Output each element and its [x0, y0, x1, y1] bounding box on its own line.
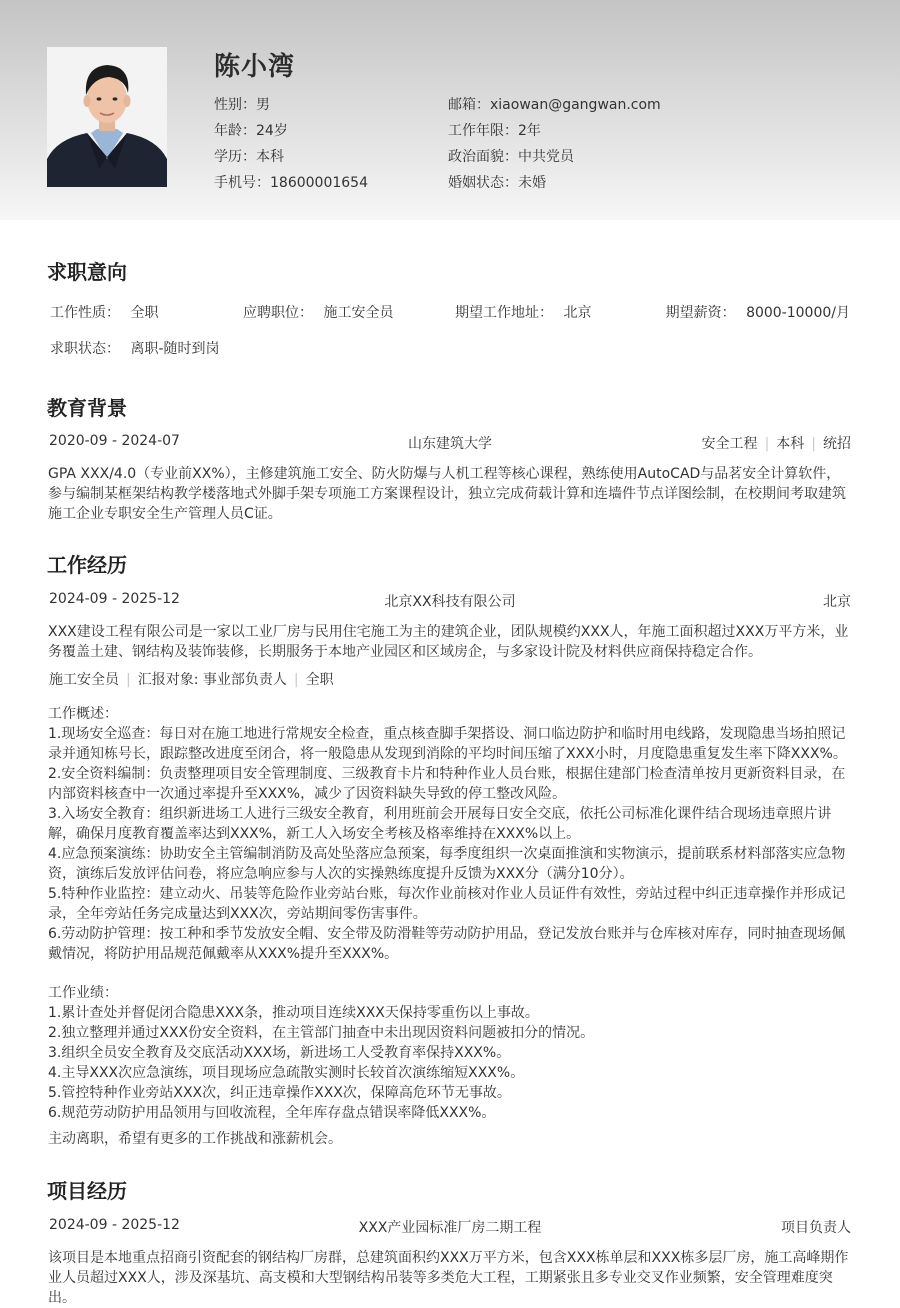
candidate-name: 陈小湾 — [214, 52, 296, 82]
education-major: 安全工程 — [701, 436, 758, 452]
section-title-education: 教育背景 — [47, 396, 127, 420]
avatar-portrait — [47, 47, 167, 187]
intent-salary — [666, 302, 850, 322]
overview-item: 3.入场安全教育：组织新进场工人进行三级安全教育，利用班前会开展每日安全交底，依托公司标准化课件结合现场违章照片讲解，确保月度教育覆盖率达到XXX%，新工人入场安全考核及格率维持在XXX%以上。 — [48, 806, 832, 842]
separator: | — [811, 436, 816, 452]
achievement-item: 4.主导XXX次应急演练，项目现场应急疏散实测时长较首次演练缩短XXX%。 — [48, 1065, 525, 1081]
project-role: 项目负责人 — [781, 1220, 851, 1236]
work-job-type: 全职 — [305, 672, 334, 688]
separator: | — [126, 672, 131, 688]
work-role: 施工安全员 — [49, 672, 119, 688]
achievement-item: 5.管控特种作业旁站XXX次，纠正违章操作XXX次，保障高危环节无事故。 — [48, 1085, 511, 1101]
intent-location — [455, 302, 591, 322]
intent-position-label: 应聘职位： — [243, 305, 313, 321]
political-status: 政治面貌：中共党员 — [448, 149, 574, 165]
education-degree: 本科 — [776, 436, 805, 452]
overview-item: 5.特种作业监控：建立动火、吊装等危险作业旁站台账，每次作业前核对作业人员证件有效性，旁站过程中纠正违章操作并形成记录，全年旁站任务完成量达到XXX次，旁站期间零伤害事件。 — [48, 886, 846, 922]
intent-status-label: 求职状态： — [50, 341, 120, 357]
work-meta — [49, 669, 334, 689]
intent-type — [50, 302, 158, 322]
achievement-item: 6.规范劳动防护用品领用与回收流程，全年库存盘点错误率降低XXX%。 — [48, 1105, 496, 1121]
achievement-item: 1.累计查处并督促闭合隐患XXX条，推动项目连续XXX天保持零重伤以上事故。 — [48, 1005, 539, 1021]
education-period: 2020-09 - 2024-07 — [49, 433, 180, 449]
intent-type-value: 全职 — [130, 305, 159, 321]
email: 邮箱：xiaowan@gangwan.com — [448, 97, 661, 113]
overview-item: 2.安全资料编制：负责整理项目安全管理制度、三级教育卡片和特种作业人员台账，根据住建部门检查清单按月更新资料目录，在内部资料核查中一次通过率提升至XXX%，减少了因资料缺失导致的停工整改风险。 — [48, 766, 846, 802]
project-period: 2024-09 - 2025-12 — [49, 1217, 180, 1233]
section-title-work: 工作经历 — [47, 553, 127, 577]
education-school: 山东建筑大学 — [408, 436, 492, 452]
education-level: 学历：本科 — [214, 149, 284, 165]
section-title-intent: 求职意向 — [47, 260, 127, 284]
intent-location-value: 北京 — [563, 305, 592, 321]
separator: | — [764, 436, 770, 452]
separator: | — [293, 672, 299, 688]
intent-position — [243, 302, 393, 322]
marital-status: 婚姻状态：未婚 — [448, 175, 546, 191]
overview-label: 工作概述： — [48, 706, 118, 722]
work-city: 北京 — [823, 594, 851, 610]
work-overview — [48, 704, 854, 964]
work-period: 2024-09 - 2025-12 — [49, 591, 180, 607]
gender: 性别：男 — [214, 97, 270, 113]
section-title-project: 项目经历 — [47, 1179, 127, 1203]
work-company: 北京XX科技有限公司 — [384, 594, 516, 610]
intent-type-label: 工作性质： — [50, 305, 120, 321]
achievement-item: 3.组织全员安全教育及交底活动XXX场，新进场工人受教育率保持XXX%。 — [48, 1045, 511, 1061]
age: 年龄：24岁 — [214, 123, 288, 139]
achievements-label: 工作业绩： — [48, 985, 118, 1001]
overview-item: 6.劳动防护管理：按工种和季节发放安全帽、安全带及防滑鞋等劳动防护用品，登记发放台账并与仓库核对库存，同时抽查现场佩戴情况，将防护用品规范佩戴率从XXX%提升至XXX%。 — [48, 926, 846, 962]
work-achievements — [48, 983, 854, 1123]
intent-status — [50, 338, 220, 358]
project-name: XXX产业园标准厂房二期工程 — [358, 1220, 542, 1236]
company-description: XXX建设工程有限公司是一家以工业厂房与民用住宅施工为主的建筑企业，团队规模约XXX人，年施工面积超过XXX万平方米，业务覆盖土建、钢结构及装饰装修，长期服务于本地产业园区和区域房企，与多家设计院及材料供应商保持稳定合作。 — [48, 624, 849, 660]
leave-reason: 主动离职，希望有更多的工作挑战和涨薪机会。 — [48, 1131, 342, 1147]
work-years: 工作年限：2年 — [448, 123, 541, 139]
education-description: GPA XXX/4.0（专业前XX%），主修建筑施工安全、防火防爆与人机工程等核心课程，熟练使用AutoCAD与品茗安全计算软件，参与编制某框架结构教学楼落地式外脚手架专项施工方案课程设计，独立完成荷载计算和连墙件节点详图绘制，在校期间考取建筑施工企业专职安全生产管理人员C证。 — [48, 466, 846, 522]
project-description: 该项目是本地重点招商引资配套的钢结构厂房群，总建筑面积约XXX万平方米，包含XXX栋单层和XXX栋多层厂房，施工高峰期作业人员超过XXX人，涉及深基坑、高支模和大型钢结构吊装等多类危大工程，工期紧张且多专业交叉作业频繁，安全管理难度突出。 — [48, 1250, 849, 1306]
profile-photo — [47, 47, 167, 187]
education-meta — [702, 433, 851, 453]
overview-item: 1.现场安全巡查：每日对在施工地进行常规安全检查，重点核查脚手架搭设、洞口临边防护和临时用电线路，发现隐患当场拍照记录并通知栋号长，跟踪整改进度至闭合，将一般隐患从发现到消除的平均时间压缩了XXX小时，月度隐患重复发生率下降XXX%。 — [48, 726, 847, 762]
work-report: 汇报对象: 事业部负责人 — [137, 672, 287, 688]
overview-item: 4.应急预案演练：协助安全主管编制消防及高处坠落应急预案，每季度组织一次桌面推演和实物演示，提前联系材料部落实应急物资，演练后发放评估问卷，将应急响应参与人次的实操熟练度提升反馈为XXX分（满分10分）。 — [48, 846, 846, 882]
intent-salary-value: 8000-10000/月 — [746, 305, 850, 321]
phone: 手机号：18600001654 — [214, 175, 368, 191]
intent-position-value: 施工安全员 — [323, 305, 394, 321]
intent-salary-label: 期望薪资： — [665, 305, 736, 321]
intent-status-value: 离职-随时到岗 — [130, 341, 220, 357]
intent-location-label: 期望工作地址： — [455, 305, 553, 321]
education-enroll: 统招 — [823, 436, 851, 452]
profile-header — [0, 0, 900, 220]
achievement-item: 2.独立整理并通过XXX份安全资料，在主管部门抽查中未出现因资料问题被扣分的情况。 — [48, 1025, 595, 1041]
